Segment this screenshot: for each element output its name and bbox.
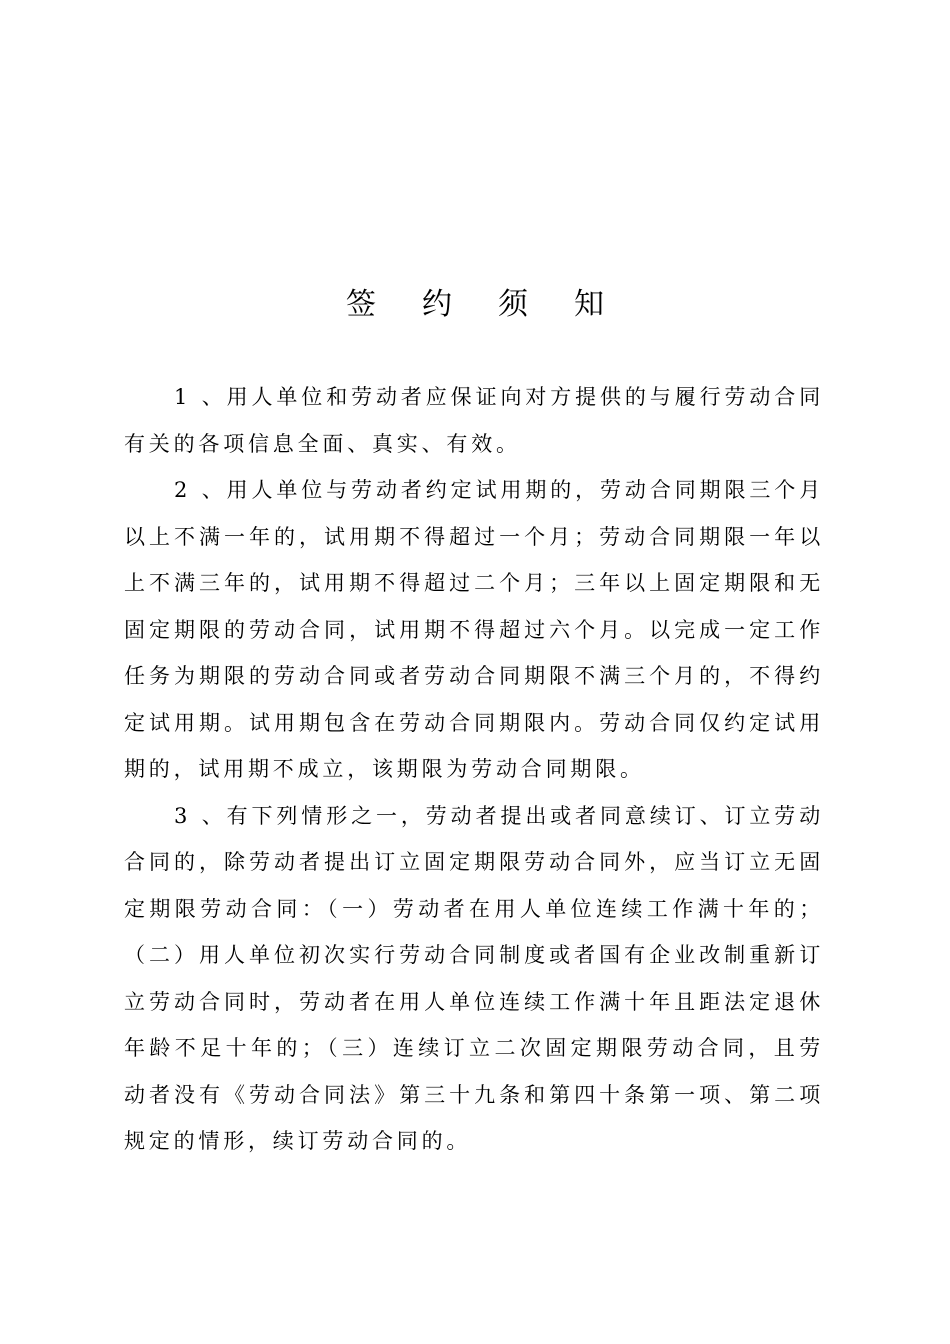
page-title: 签约须知 xyxy=(346,287,650,322)
paragraph-1: 1 、用人单位和劳动者应保证向对方提供的与履行劳动合同有关的各项信息全面、真实、有效。 xyxy=(124,385,824,456)
paragraph-2: 2 、用人单位与劳动者约定试用期的，劳动合同期限三个月以上不满一年的，试用期不得超过一个月；劳动合同期限一年以上不满三年的，试用期不得超过二个月；三年以上固定期限和无固定期限的劳动合同，试用期不得超过六个月。以完成一定工作任务为期限的劳动合同或者劳动合同期限不满三个月的，不得约定试用期。试用期包含在劳动合同期限内。劳动合同仅约定试用期的，试用期不成立，该期限为劳动合同期限。 xyxy=(124,478,824,781)
paragraph-3: 3 、有下列情形之一，劳动者提出或者同意续订、订立劳动合同的，除劳动者提出订立固定期限劳动合同外，应当订立无固定期限劳动合同：（一）劳动者在用人单位连续工作满十年的；（二）用人单位初次实行劳动合同制度或者国有企业改制重新订立劳动合同时，劳动者在用人单位连续工作满十年且距法定退休年龄不足十年的；（三）连续订立二次固定期限劳动合同，且劳动者没有《劳动合同法》第三十九条和第四十条第一项、第二项规定的情形，续订劳动合同的。 xyxy=(124,803,824,1153)
document-body xyxy=(124,374,824,1165)
